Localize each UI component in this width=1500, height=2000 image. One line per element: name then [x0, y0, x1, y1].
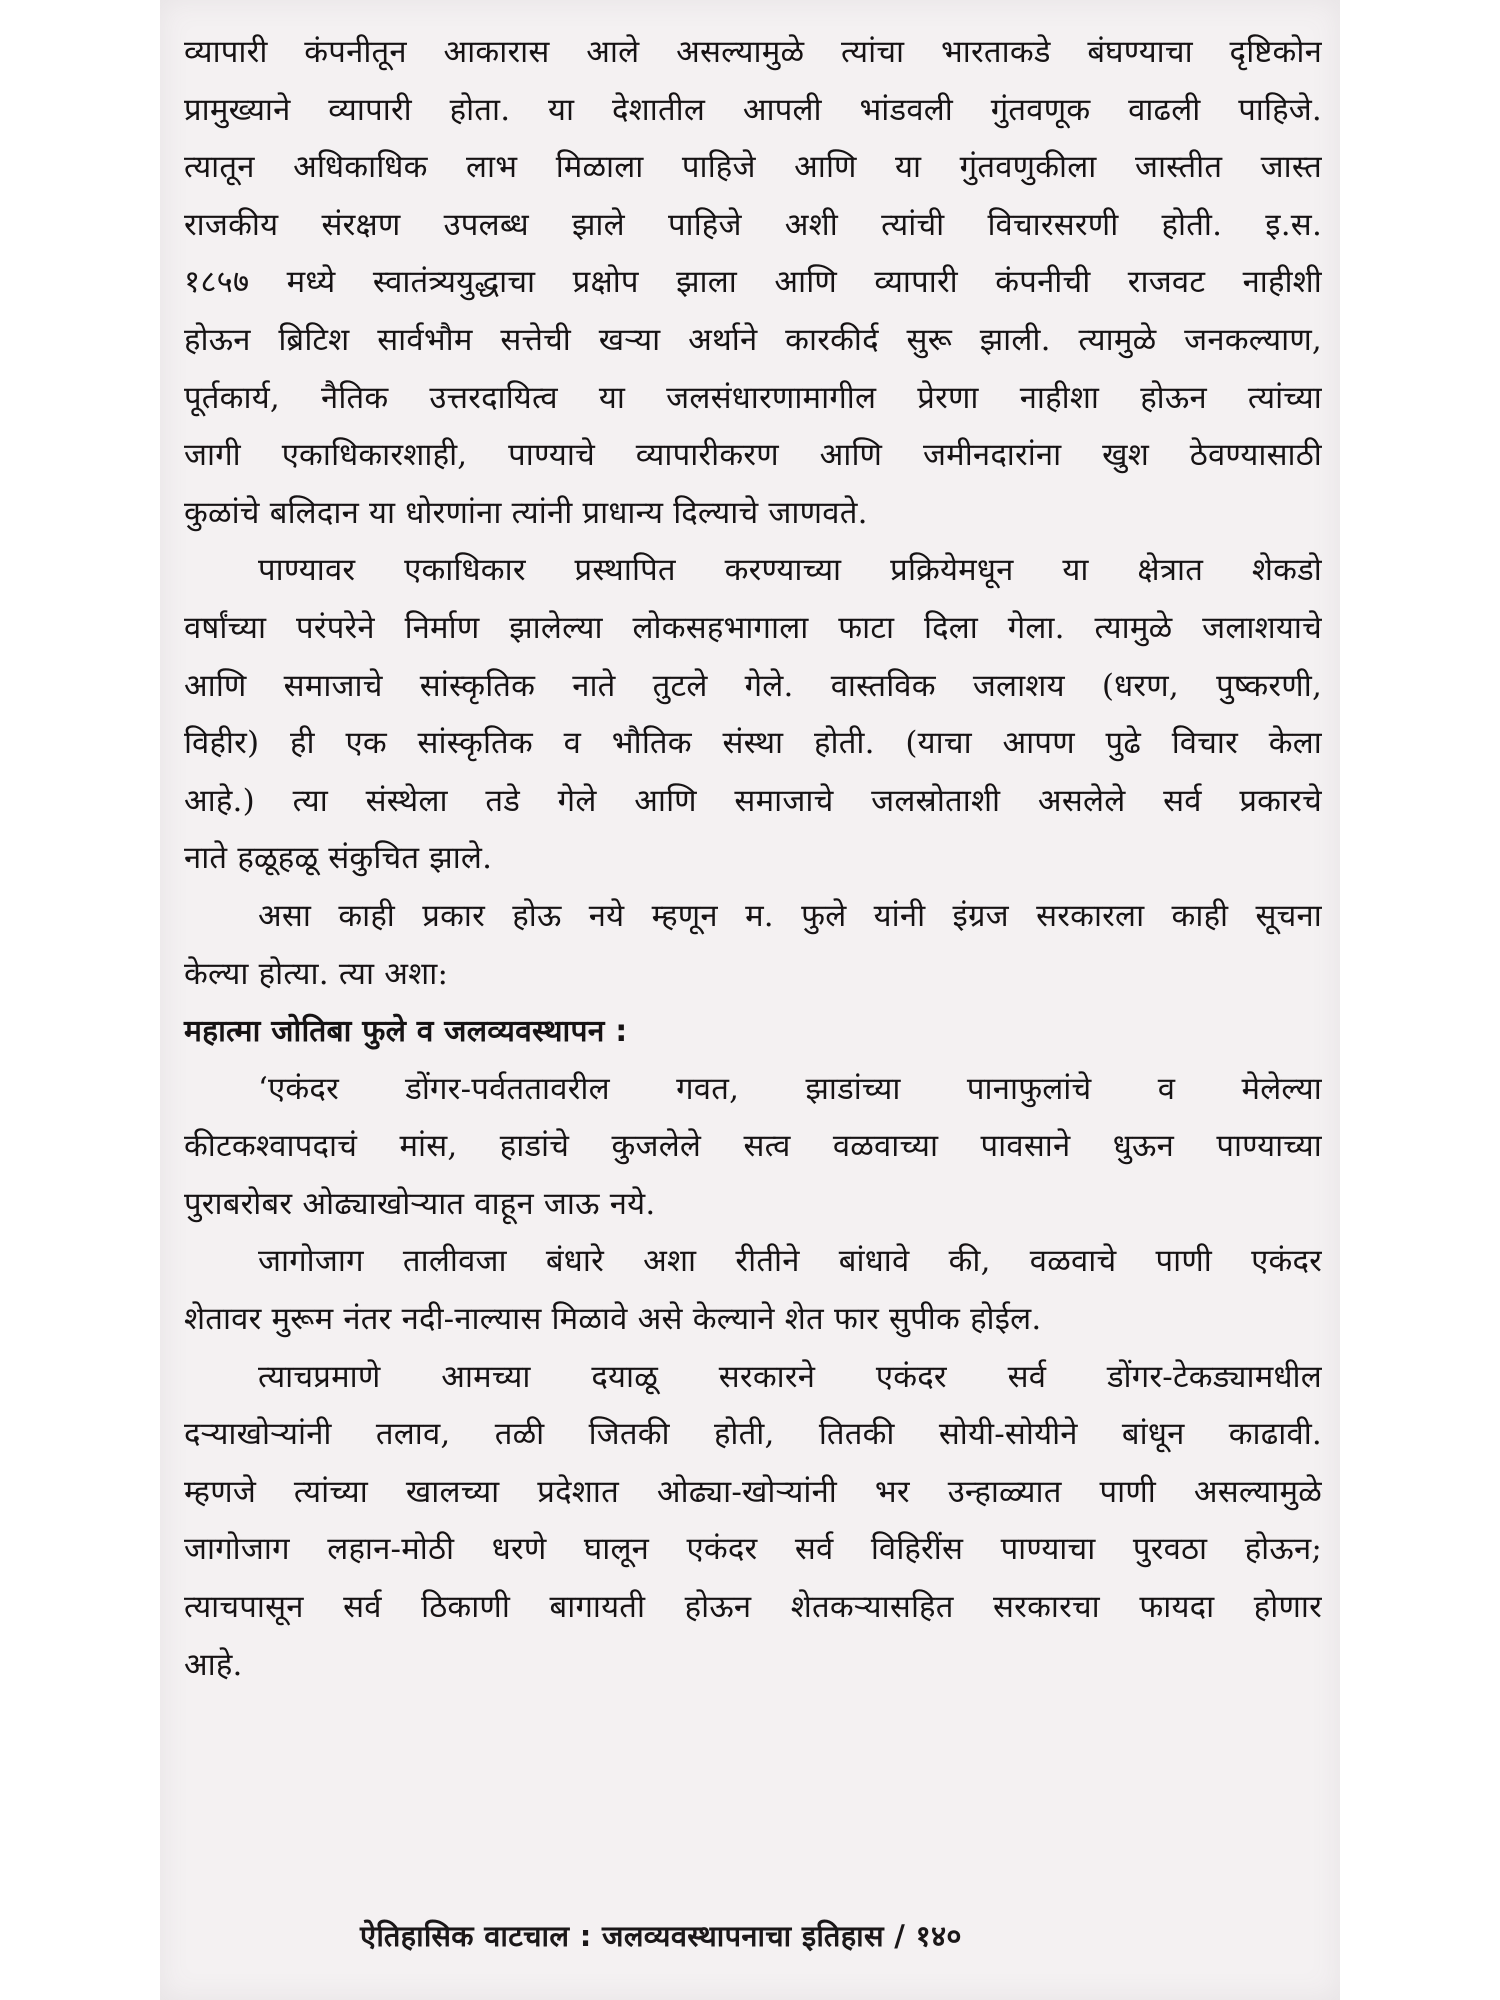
text-line: विहीर) ही एक सांस्कृतिक व भौतिक संस्था होती. (याचा आपण पुढे विचार केला [184, 725, 1322, 762]
text-line: कीटकश्वापदाचं मांस, हाडांचे कुजलेले सत्व वळवाच्या पावसाने धुऊन पाण्याच्या [184, 1128, 1322, 1165]
text-line: जागोजाग लहान-मोठी धरणे घालून एकंदर सर्व विहिरींस पाण्याचा पुरवठा होऊन; [184, 1531, 1322, 1568]
text-line: पुराबरोबर ओढ्याखोऱ्यात वाहून जाऊ नये. [184, 1185, 656, 1222]
page-body [184, 24, 1322, 1694]
text-line: वर्षांच्या परंपरेने निर्माण झालेल्या लोकसहभागाला फाटा दिला गेला. त्यामुळे जलाशयाचे [184, 609, 1322, 646]
text-line: १८५७ मध्ये स्वातंत्र्ययुद्धाचा प्रक्षोप झाला आणि व्यापारी कंपनीची राजवट नाहीशी [184, 264, 1322, 301]
text-line: त्याचपासून सर्व ठिकाणी बागायती होऊन शेतकऱ्यासहित सरकारचा फायदा होणार [184, 1589, 1322, 1626]
text-line: आहे. [184, 1646, 243, 1683]
text-line: ‘एकंदर डोंगर-पर्वततावरील गवत, झाडांच्या पानाफुलांचे व मेलेल्या [258, 1070, 1322, 1107]
text-line: आहे.) त्या संस्थेला तडे गेले आणि समाजाचे जलस्रोताशी असलेले सर्व प्रकारचे [184, 782, 1322, 819]
text-line: दऱ्याखोऱ्यांनी तलाव, तळी जितकी होती, तितकी सोयी-सोयीने बांधून काढावी. [184, 1416, 1322, 1453]
quote-paragraph [184, 1061, 1322, 1234]
text-line: प्रामुख्याने व्यापारी होता. या देशातील आपली भांडवली गुंतवणूक वाढली पाहिजे. [184, 91, 1322, 128]
text-line: जागी एकाधिकारशाही, पाण्याचे व्यापारीकरण आणि जमीनदारांना खुश ठेवण्यासाठी [184, 437, 1322, 474]
text-line: म्हणजे त्यांच्या खालच्या प्रदेशात ओढ्या-खोऱ्यांनी भर उन्हाळ्यात पाणी असल्यामुळे [184, 1473, 1322, 1510]
text-line: राजकीय संरक्षण उपलब्ध झाले पाहिजे अशी त्यांची विचारसरणी होती. इ.स. [184, 206, 1322, 243]
section-heading: महात्मा जोतिबा फुले व जलव्यवस्थापन : [184, 1014, 628, 1050]
text-line: पाण्यावर एकाधिकार प्रस्थापित करण्याच्या प्रक्रियेमधून या क्षेत्रात शेकडो [258, 552, 1322, 589]
text-line: असा काही प्रकार होऊ नये म्हणून म. फुले यांनी इंग्रज सरकारला काही सूचना [258, 897, 1322, 934]
text-line: त्यातून अधिकाधिक लाभ मिळाला पाहिजे आणि या गुंतवणुकीला जास्तीत जास्त [184, 149, 1322, 186]
paragraph [184, 24, 1322, 542]
quote-paragraph [184, 1349, 1322, 1695]
paragraph [184, 888, 1322, 1003]
paragraph [184, 542, 1322, 888]
text-line: कुळांचे बलिदान या धोरणांना त्यांनी प्राधान्य दिल्याचे जाणवते. [184, 494, 868, 531]
text-line: जागोजाग तालीवजा बंधारे अशा रीतीने बांधावे की, वळवाचे पाणी एकंदर [258, 1243, 1322, 1280]
text-line: आणि समाजाचे सांस्कृतिक नाते तुटले गेले. वास्तविक जलाशय (धरण, पुष्करणी, [184, 667, 1322, 704]
text-line: त्याचप्रमाणे आमच्या दयाळू सरकारने एकंदर सर्व डोंगर-टेकड्यामधील [258, 1358, 1322, 1395]
quote-paragraph [184, 1233, 1322, 1348]
text-line: व्यापारी कंपनीतून आकारास आले असल्यामुळे त्यांचा भारताकडे बंघण्याचा दृष्टिकोन [184, 34, 1322, 70]
text-line: होऊन ब्रिटिश सार्वभौम सत्तेची खऱ्या अर्थाने कारकीर्द सुरू झाली. त्यामुळे जनकल्याण, [184, 321, 1322, 358]
text-line: नाते हळूहळू संकुचित झाले. [184, 840, 493, 877]
text-line: केल्या होत्या. त्या अशा: [184, 955, 449, 992]
book-page [160, 0, 1340, 2000]
text-line: शेतावर मुरूम नंतर नदी-नाल्यास मिळावे असे केल्याने शेत फार सुपीक होईल. [184, 1301, 1042, 1338]
text-line: पूर्तकार्य, नैतिक उत्तरदायित्व या जलसंधारणामागील प्रेरणा नाहीशा होऊन त्यांच्या [184, 379, 1322, 416]
page-footer: ऐतिहासिक वाटचाल : जलव्यवस्थापनाचा इतिहास / १४० [360, 1919, 962, 1953]
